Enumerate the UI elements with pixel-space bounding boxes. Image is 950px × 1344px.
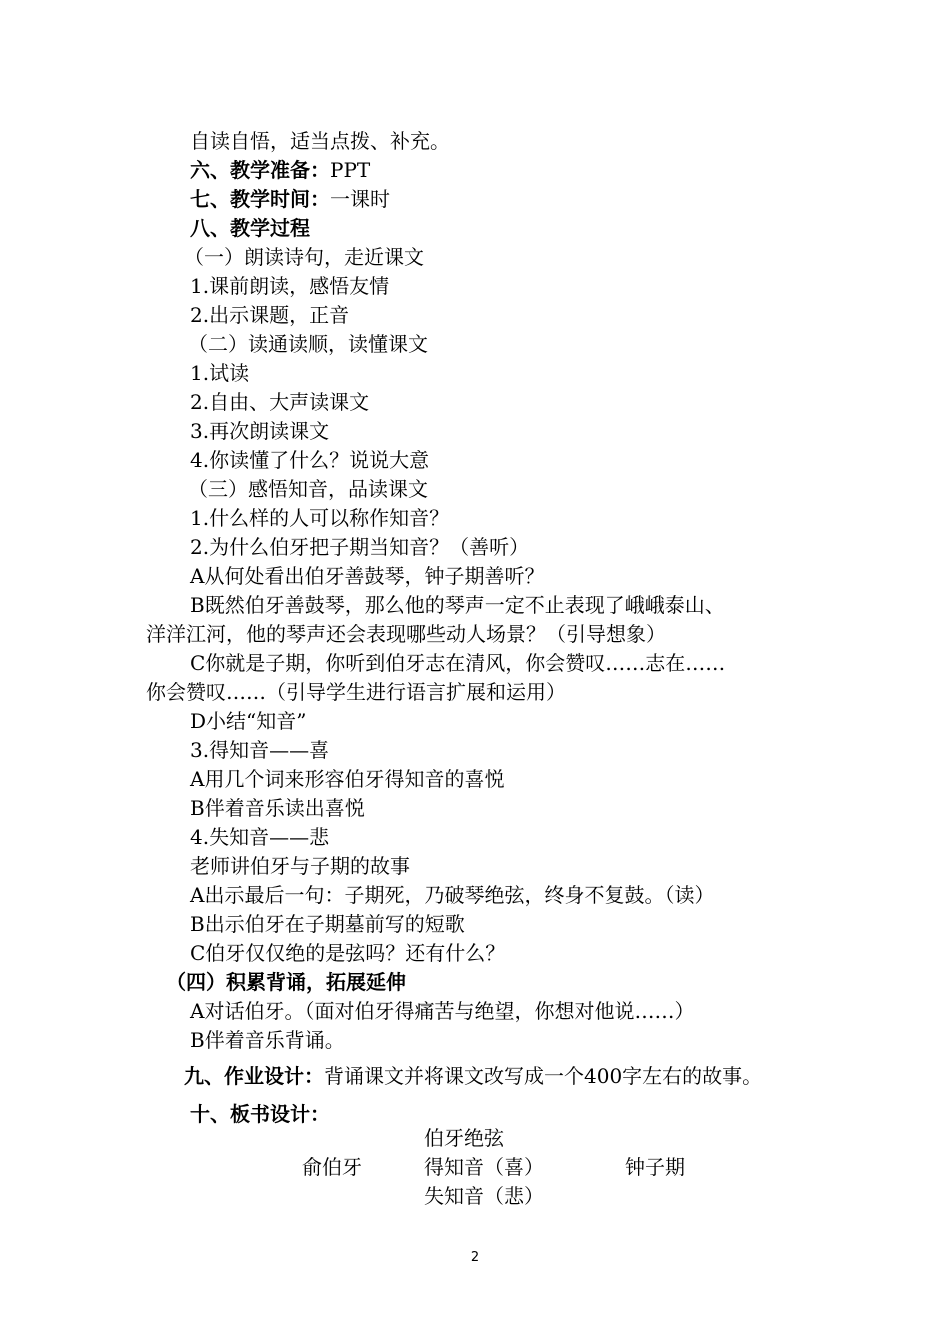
text-line: A用几个词来形容伯牙得知音的喜悦 — [190, 767, 505, 791]
text-line: 3.得知音——喜 — [190, 738, 330, 762]
text-line: 自读自悟，适当点拨、补充。 — [190, 129, 450, 153]
text-line: B伴着音乐读出喜悦 — [190, 796, 365, 820]
text-line: 1.课前朗读，感悟友情 — [190, 274, 390, 298]
text-line: 2.自由、大声读课文 — [190, 390, 370, 414]
text-line: 4.你读懂了什么？说说大意 — [190, 448, 430, 472]
text-line: C你就是子期，你听到伯牙志在清风，你会赞叹……志在…… — [190, 651, 726, 675]
sub-heading-bold: （四）积累背诵，拓展延伸 — [166, 970, 406, 994]
text-line: 3.再次朗读课文 — [190, 419, 330, 443]
section-heading-board: 十、板书设计： — [190, 1102, 330, 1126]
text-line: B出示伯牙在子期墓前写的短歌 — [190, 912, 465, 936]
sub-heading: （二）读通读顺，读懂课文 — [188, 332, 428, 356]
text-line: A对话伯牙。（面对伯牙得痛苦与绝望，你想对他说……） — [190, 999, 695, 1023]
text-line: 你会赞叹……（引导学生进行语言扩展和运用） — [146, 680, 566, 704]
section-heading-prep: 六、教学准备：PPT — [190, 158, 371, 182]
board-left: 俞伯牙 — [302, 1155, 362, 1179]
text-line: D小结“知音” — [190, 709, 307, 733]
text-line: 老师讲伯牙与子期的故事 — [190, 854, 410, 878]
text-line: B既然伯牙善鼓琴，那么他的琴声一定不止表现了峨峨泰山、 — [190, 593, 725, 617]
text-line: 洋洋江河，他的琴声还会表现哪些动人场景？（引导想象） — [146, 622, 666, 646]
text-line: A从何处看出伯牙善鼓琴，钟子期善听？ — [190, 564, 545, 588]
board-top: 伯牙绝弦 — [424, 1126, 504, 1150]
text-line: 1.试读 — [190, 361, 250, 385]
board-bottom: 失知音（悲） — [424, 1184, 544, 1208]
text-line: 1.什么样的人可以称作知音？ — [190, 506, 450, 530]
page-number: 2 — [470, 1250, 480, 1265]
text-line: C伯牙仅仅绝的是弦吗？还有什么？ — [190, 941, 506, 965]
board-right: 钟子期 — [625, 1155, 685, 1179]
sub-heading: （一）朗读诗句，走近课文 — [184, 245, 424, 269]
sub-heading: （三）感悟知音，品读课文 — [188, 477, 428, 501]
text-line: 2.出示课题，正音 — [190, 303, 350, 327]
text-line: A出示最后一句：子期死，乃破琴绝弦，终身不复鼓。（读） — [190, 883, 715, 907]
board-middle: 得知音（喜） — [424, 1155, 544, 1179]
text-line: B伴着音乐背诵。 — [190, 1028, 345, 1052]
text-line: 4.失知音——悲 — [190, 825, 330, 849]
section-heading-time: 七、教学时间：一课时 — [190, 187, 390, 211]
section-heading-process: 八、教学过程 — [190, 216, 310, 240]
section-heading-homework: 九、作业设计：背诵课文并将课文改写成一个400字左右的故事。 — [184, 1064, 763, 1088]
text-line: 2.为什么伯牙把子期当知音？（善听） — [190, 535, 530, 559]
